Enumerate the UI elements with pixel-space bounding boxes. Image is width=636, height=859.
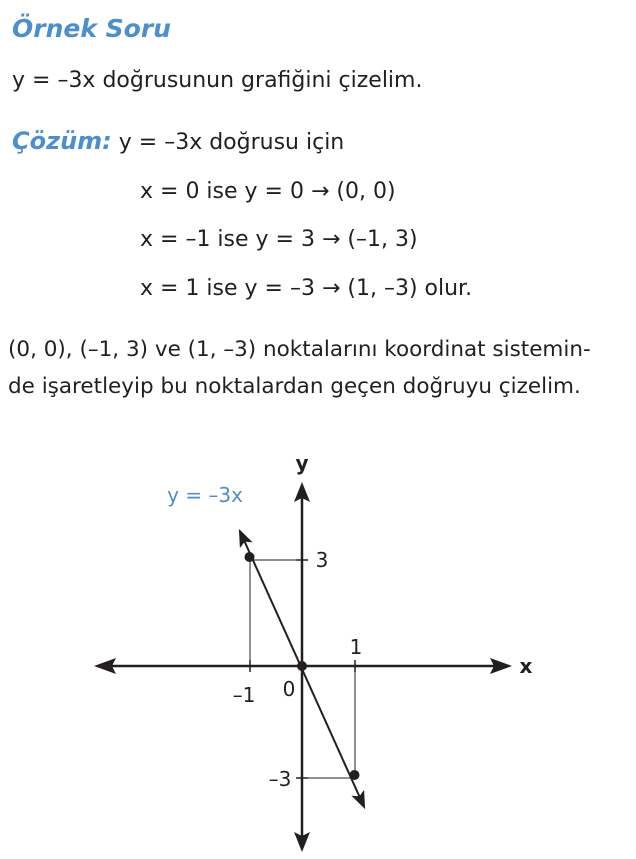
solution-intro-text: y = –3x doğrusu için xyxy=(118,130,345,155)
line-equation-label: y = –3x xyxy=(167,483,243,507)
solution-step-2: x = –1 ise y = 3 → (–1, 3) xyxy=(140,227,418,252)
origin-label: 0 xyxy=(282,677,296,701)
paragraph-line-2: de işaretleyip bu noktalardan geçen doğruyu çizelim. xyxy=(8,374,581,399)
solution-step-3: x = 1 ise y = –3 → (1, –3) olur. xyxy=(140,276,473,301)
tick-label-y-pos3: 3 xyxy=(315,548,329,572)
tick-label-y-neg3: –3 xyxy=(268,767,292,791)
solution-label: Çözüm: xyxy=(12,127,112,155)
point-1 xyxy=(297,661,307,671)
question-text: y = –3x doğrusunun grafiğini çizelim. xyxy=(12,68,423,93)
x-axis-label: x xyxy=(519,654,533,678)
y-axis-label: y xyxy=(295,451,309,475)
solution-step-1: x = 0 ise y = 0 → (0, 0) xyxy=(140,179,396,204)
tick-label-x-pos1: 1 xyxy=(349,635,363,659)
paragraph-line-1: (0, 0), (–1, 3) ve (1, –3) noktalarını koordinat sistemin- xyxy=(8,337,591,362)
coordinate-graph xyxy=(0,440,636,859)
tick-label-x-neg1: –1 xyxy=(232,683,256,707)
point-0 xyxy=(245,552,255,562)
point-2 xyxy=(350,770,360,780)
solution-intro xyxy=(12,126,344,158)
example-heading: Örnek Soru xyxy=(12,14,171,43)
